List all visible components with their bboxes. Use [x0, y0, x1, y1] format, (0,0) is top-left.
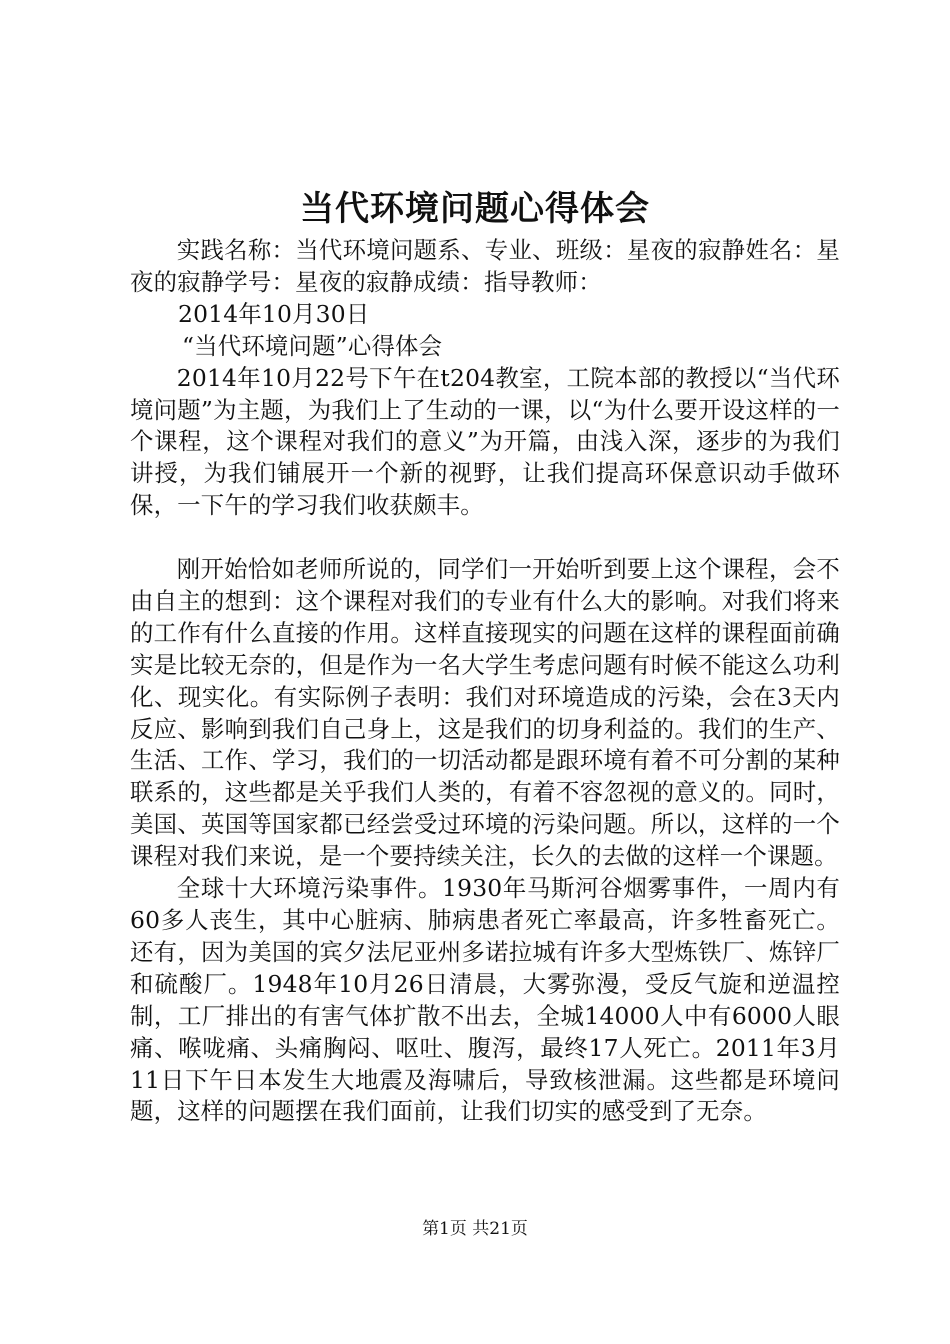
- date-line: 2014年10月30日: [178, 299, 370, 328]
- document-body: [130, 235, 840, 1128]
- paragraph-spacer: [130, 522, 840, 554]
- page-footer: 第1页 共21页: [422, 1219, 528, 1239]
- subtitle-line: “当代环境问题”心得体会: [182, 331, 443, 360]
- document-title: 当代环境问题心得体会: [300, 189, 650, 229]
- header-info-paragraph: 实践名称：当代环境问题系、专业、班级：星夜的寂静姓名：星夜的寂静学号：星夜的寂静成绩：指导教师：: [130, 236, 840, 296]
- paragraph-2: 刚开始恰如老师所说的，同学们一开始听到要上这个课程，会不由自主的想到：这个课程对我们的专业有什么大的影响。对我们将来的工作有什么直接的作用。这样直接现实的问题在这样的课程面前确实是比较无奈的，但是作为一名大学生考虑问题有时候不能这么功利化、现实化。有实际例子表明：我们对环境造成的污染，会在3天内反应、影响到我们自己身上，这是我们的切身利益的。我们的生产、生活、工作、学习，我们的一切活动都是跟环境有着不可分割的某种联系的，这些都是关乎我们人类的，有着不容忽视的意义的。同时，美国、英国等国家都已经尝受过环境的污染问题。所以，这样的一个课程对我们来说，是一个要持续关注，长久的去做的这样一个课题。: [130, 555, 840, 871]
- paragraph-3: 全球十大环境污染事件。1930年马斯河谷烟雾事件，一周内有60多人丧生，其中心脏病、肺病患者死亡率最高，许多牲畜死亡。还有，因为美国的宾夕法尼亚州多诺拉城有许多大型炼铁厂、炼锌厂和硫酸厂。1948年10月26日清晨，大雾弥漫，受反气旋和逆温控制，工厂排出的有害气体扩散不出去，全城14000人中有6000人眼痛、喉咙痛、头痛胸闷、呕吐、腹泻，最终17人死亡。2011年3月11日下午日本发生大地震及海啸后，导致核泄漏。这些都是环境问题，这样的问题摆在我们面前，让我们切实的感受到了无奈。: [130, 874, 840, 1126]
- paragraph-1: 2014年10月22号下午在t204教室，工院本部的教授以“当代环境问题”为主题，为我们上了生动的一课，以“为什么要开设这样的一个课程，这个课程对我们的意义”为开篇，由浅入深，逐步的为我们讲授，为我们铺展开一个新的视野，让我们提高环保意识动手做环保，一下午的学习我们收获颇丰。: [130, 363, 840, 520]
